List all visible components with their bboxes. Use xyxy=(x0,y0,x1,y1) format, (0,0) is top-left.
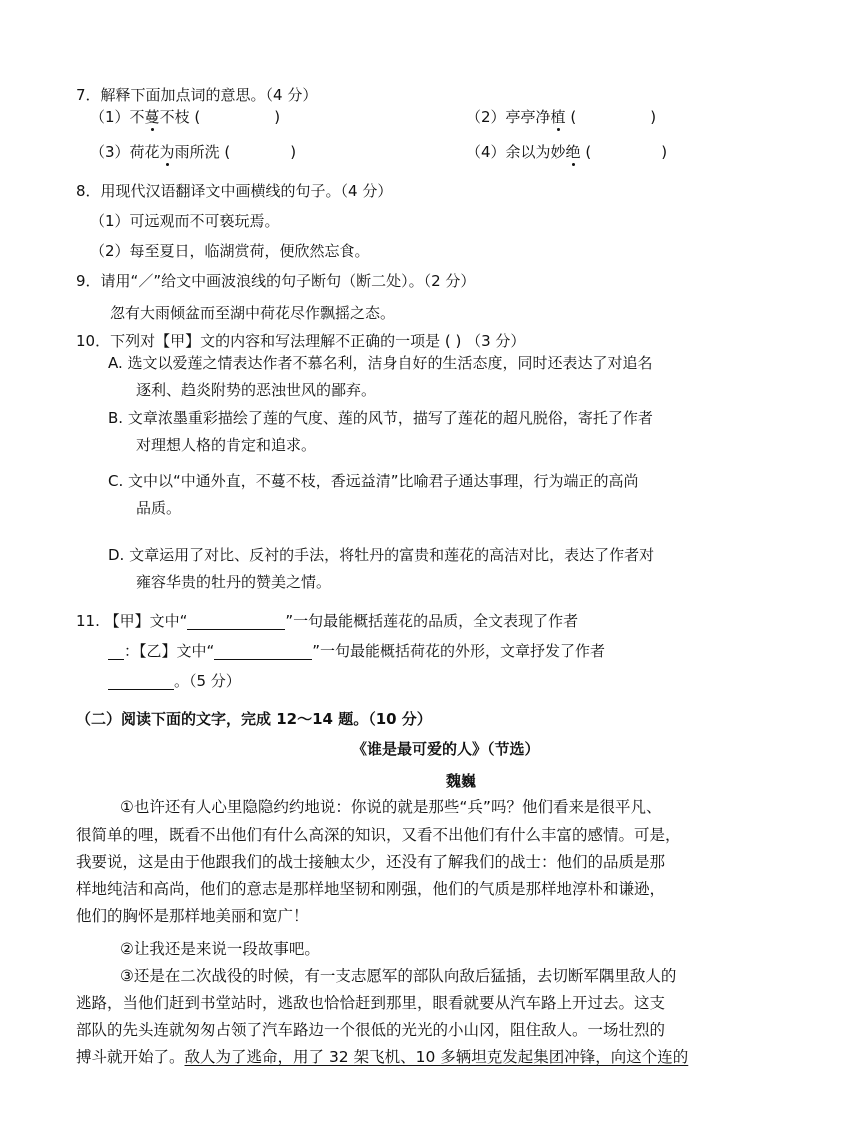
q11-blank-3[interactable] xyxy=(214,643,312,660)
q11-blank-2[interactable] xyxy=(108,643,124,660)
q7-title: 7．解释下面加点词的意思。（4 分） xyxy=(76,86,318,104)
q10-option-a-line1: A. 选文以爱莲之情表达作者不慕名利，洁身自好的生活态度，同时还表达了对追名 xyxy=(108,354,653,372)
passage-p1-line2: 很简单的哩，既看不出他们有什么高深的知识，又看不出他们有什么丰富的感情。可是， xyxy=(76,826,681,844)
q10-option-a-line2: 逐利、趋炎附势的恶浊世风的鄙弃。 xyxy=(136,381,377,399)
q11-blank-4[interactable] xyxy=(108,673,174,690)
passage-p3-line3: 部队的先头连就匆匆占领了汽车路边一个很低的光光的小山冈，阻住敌人。一场壮烈的 xyxy=(76,1021,666,1039)
q7-item-2: （2）亭亭净植 ( ) xyxy=(466,108,657,126)
passage-title: 《谁是最可爱的人》（节选） xyxy=(352,740,540,758)
q10-option-b-line2: 对理想人格的肯定和追求。 xyxy=(136,436,317,454)
passage-p3-line2: 逃路，当他们赶到书堂站时，逃敌也恰恰赶到那里，眼看就要从汽车路上开过去。这支 xyxy=(76,994,666,1012)
q11-line-2: ：【乙】文中“ ”一句最能概括荷花的外形，文章抒发了作者 xyxy=(108,642,605,660)
passage-p1-line3: 我要说，这是由于他跟我们的战士接触太少，还没有了解我们的战士：他们的品质是那 xyxy=(76,853,666,871)
q10-option-c-line2: 品质。 xyxy=(136,499,182,517)
passage-p1-line1: ①也许还有人心里隐隐约约地说：你说的就是那些“兵”吗？他们看来是很平凡、 xyxy=(120,798,662,816)
passage-p1-line4: 样地纯洁和高尚，他们的意志是那样地坚韧和刚强，他们的气质是那样地淳朴和谦逊， xyxy=(76,880,666,898)
passage-p2: ②让我还是来说一段故事吧。 xyxy=(120,940,320,958)
passage-p1-line5: 他们的胸怀是那样地美丽和宽广！ xyxy=(76,907,309,925)
passage-author: 魏巍 xyxy=(446,772,477,790)
q8-sentence-2: （2）每至夏日，临湖赏荷，便欣然忘食。 xyxy=(90,242,370,260)
q7-item-3: （3）荷花为雨所洗 ( ) xyxy=(90,143,297,161)
q8-sentence-1: （1）可远观而不可亵玩焉。 xyxy=(90,212,280,230)
q10-option-b-line1: B. 文章浓墨重彩描绘了莲的气度、莲的风节，描写了莲花的超凡脱俗，寄托了作者 xyxy=(108,409,653,427)
passage-p3-line4: 搏斗就开始了。敌人为了逃命，用了 32 架飞机、10 多辆坦克发起集团冲锋，向这个连的 xyxy=(76,1048,689,1066)
q7-item-4: （4）余以为妙绝 ( ) xyxy=(466,143,668,161)
q10-option-d-line2: 雍容华贵的牡丹的赞美之情。 xyxy=(136,573,332,591)
q10-option-d-line1: D. 文章运用了对比、反衬的手法，将牡丹的富贵和莲花的高洁对比，表达了作者对 xyxy=(108,546,655,564)
q7-item-1: （1）不蔓不枝 ( ) xyxy=(90,108,281,126)
q10-option-c-line1: C. 文中以“中通外直，不蔓不枝，香远益清”比喻君子通达事理，行为端正的高尚 xyxy=(108,472,639,490)
q9-sentence: 忽有大雨倾盆而至湖中荷花尽作飘摇之态。 xyxy=(110,304,396,322)
section-2-header: （二）阅读下面的文字，完成 12～14 题。（10 分） xyxy=(76,710,432,728)
q11-blank-1[interactable] xyxy=(187,613,285,630)
q9-title: 9．请用“／”给文中画波浪线的句子断句（断二处）。（2 分） xyxy=(76,272,476,290)
q11-line-1: 11. 【甲】文中“ ”一句最能概括莲花的品质，全文表现了作者 xyxy=(76,612,579,630)
passage-underlined-sentence: 敌人为了逃命，用了 32 架飞机、10 多辆坦克发起集团冲锋，向这个连的 xyxy=(184,1048,689,1066)
passage-p3-line1: ③还是在二次战役的时候，有一支志愿军的部队向敌后猛插，去切断军隅里敌人的 xyxy=(120,967,677,985)
q10-title: 10．下列对【甲】文的内容和写法理解不正确的一项是 ( ) （3 分） xyxy=(76,332,526,350)
q11-line-3: 。（5 分） xyxy=(108,672,241,690)
q8-title: 8．用现代汉语翻译文中画横线的句子。（4 分） xyxy=(76,182,393,200)
